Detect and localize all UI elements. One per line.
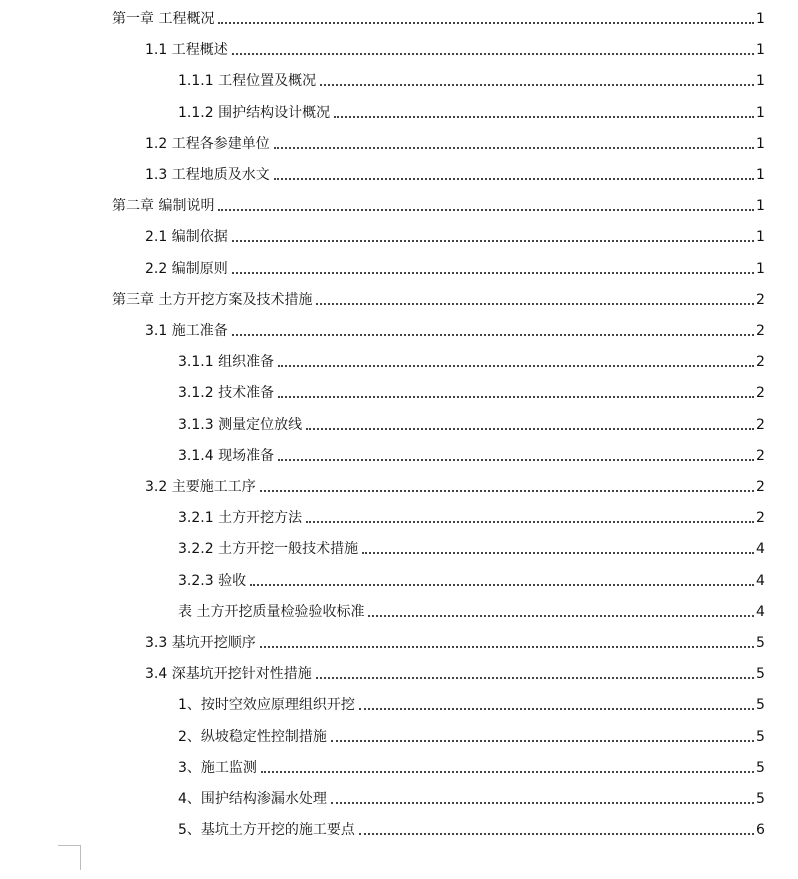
toc-entry-title: 3.2.3 验收 (178, 572, 247, 589)
toc-dot-leader (274, 178, 754, 180)
toc-entry[interactable] (145, 316, 764, 340)
toc-entry-title: 3.1.3 测量定位放线 (178, 416, 303, 433)
toc-entry[interactable] (178, 566, 764, 590)
toc-dot-leader (306, 521, 754, 523)
toc-entry[interactable] (178, 534, 764, 558)
toc-entry-title: 第三章 土方开挖方案及技术措施 (112, 291, 313, 308)
toc-entry-title: 3.1.4 现场准备 (178, 447, 275, 464)
toc-entry-page-number: 1 (756, 167, 765, 183)
toc-entry-page-number: 1 (756, 73, 765, 90)
toc-entry-page-number: 1 (756, 198, 765, 215)
toc-entry-title: 4、围护结构渗漏水处理 (178, 791, 327, 807)
toc-entry-page-number: 6 (756, 822, 765, 839)
toc-dot-leader (359, 833, 754, 835)
toc-entry[interactable] (145, 628, 764, 652)
toc-dot-leader (260, 490, 754, 492)
toc-entry[interactable] (145, 222, 764, 246)
toc-dot-leader (232, 334, 754, 336)
toc-entry[interactable] (178, 753, 764, 777)
toc-entry-page-number: 4 (756, 541, 765, 558)
toc-entry-title: 1.1 工程概述 (145, 42, 228, 59)
toc-entry-title: 2.2 编制原则 (145, 260, 228, 277)
toc-entry[interactable] (178, 347, 764, 371)
toc-entry-page-number: 2 (756, 510, 765, 527)
toc-entry-page-number: 2 (756, 354, 765, 371)
toc-entry-page-number: 2 (756, 479, 765, 495)
toc-entry-page-number: 5 (756, 697, 765, 714)
toc-entry[interactable] (145, 129, 764, 153)
toc-dot-leader (250, 584, 754, 586)
toc-entry-page-number: 4 (756, 572, 765, 589)
toc-entry-page-number: 2 (756, 416, 765, 433)
toc-entry-page-number: 2 (756, 447, 765, 464)
toc-entry-title: 1.3 工程地质及水文 (145, 167, 270, 183)
toc-dot-leader (306, 428, 754, 430)
toc-entry-page-number: 5 (756, 791, 765, 807)
toc-dot-leader (359, 708, 754, 710)
toc-entry-page-number: 1 (756, 135, 765, 152)
toc-entry[interactable] (178, 503, 764, 527)
toc-entry-page-number: 1 (756, 229, 765, 246)
toc-dot-leader (362, 552, 754, 554)
toc-dot-leader (320, 84, 754, 86)
toc-dot-leader (368, 615, 754, 617)
toc-entry[interactable] (178, 378, 764, 402)
toc-entry[interactable] (145, 35, 764, 59)
toc-entry-title: 3.4 深基坑开挖针对性措施 (145, 666, 312, 683)
toc-entry-page-number: 5 (756, 635, 765, 651)
toc-entry-title: 3.1.2 技术准备 (178, 385, 275, 402)
toc-dot-leader (278, 365, 754, 367)
toc-entry[interactable] (178, 690, 764, 714)
toc-dot-leader (232, 272, 754, 274)
toc-entry-title: 1.1.2 围护结构设计概况 (178, 104, 331, 121)
toc-entry-title: 2.1 编制依据 (145, 229, 228, 246)
toc-entry[interactable] (178, 597, 764, 621)
toc-entry-title: 1.1.1 工程位置及概况 (178, 73, 317, 90)
toc-entry-title: 3.1.1 组织准备 (178, 354, 275, 371)
toc-entry-page-number: 1 (756, 42, 765, 59)
toc-entry-title: 3.2 主要施工工序 (145, 479, 256, 495)
toc-entry-title: 1、按时空效应原理组织开挖 (178, 697, 355, 714)
toc-dot-leader (218, 22, 754, 24)
toc-entry-page-number: 1 (756, 104, 765, 121)
toc-entry-title: 3.3 基坑开挖顺序 (145, 635, 256, 651)
toc-entry-page-number: 4 (756, 603, 765, 620)
toc-entry-page-number: 2 (756, 385, 765, 402)
toc-entry-title: 第一章 工程概况 (112, 11, 215, 27)
toc-entry-page-number: 5 (756, 759, 765, 776)
toc-dot-leader (334, 116, 754, 118)
toc-entry-page-number: 2 (756, 323, 765, 339)
toc-entry[interactable] (145, 659, 764, 683)
toc-entry-title: 1.2 工程各参建单位 (145, 135, 270, 152)
toc-dot-leader (261, 771, 754, 773)
toc-entry-page-number: 5 (756, 666, 765, 683)
toc-entry[interactable] (178, 66, 764, 90)
page-corner-mark (58, 845, 81, 870)
toc-entry-title: 2、纵坡稳定性控制措施 (178, 728, 327, 745)
toc-entry-title: 3.2.2 土方开挖一般技术措施 (178, 541, 359, 558)
toc-entry[interactable] (178, 98, 764, 122)
toc-entry-title: 3.2.1 土方开挖方法 (178, 510, 303, 527)
toc-dot-leader (278, 396, 754, 398)
toc-entry-page-number: 5 (756, 728, 765, 745)
toc-dot-leader (274, 147, 754, 149)
toc-entry-page-number: 2 (756, 291, 765, 308)
toc-entry[interactable] (178, 410, 764, 434)
toc-entry-title: 第二章 编制说明 (112, 198, 215, 215)
toc-entry[interactable] (178, 441, 764, 465)
toc-dot-leader (232, 53, 754, 55)
toc-dot-leader (232, 240, 754, 242)
toc-entry[interactable] (178, 722, 764, 746)
toc-entry-title: 3、施工监测 (178, 759, 257, 776)
toc-entry[interactable] (112, 4, 764, 28)
toc-entry[interactable] (112, 285, 764, 309)
toc-entry[interactable] (112, 191, 764, 215)
toc-entry-page-number: 1 (756, 11, 765, 27)
toc-dot-leader (218, 209, 754, 211)
toc-entry-title: 3.1 施工准备 (145, 323, 228, 339)
toc-dot-leader (331, 740, 754, 742)
toc-entry[interactable] (178, 784, 764, 808)
toc-entry[interactable] (145, 472, 764, 496)
toc-entry-page-number: 1 (756, 260, 765, 277)
toc-entry[interactable] (178, 815, 764, 839)
toc-entry[interactable] (145, 254, 764, 278)
toc-dot-leader (316, 677, 754, 679)
toc-dot-leader (331, 802, 754, 804)
toc-dot-leader (316, 303, 754, 305)
toc-dot-leader (278, 459, 754, 461)
toc-dot-leader (260, 646, 754, 648)
toc-entry[interactable] (145, 160, 764, 184)
toc-entry-title: 表 土方开挖质量检验验收标准 (178, 603, 365, 620)
toc-entry-title: 5、基坑土方开挖的施工要点 (178, 822, 355, 839)
